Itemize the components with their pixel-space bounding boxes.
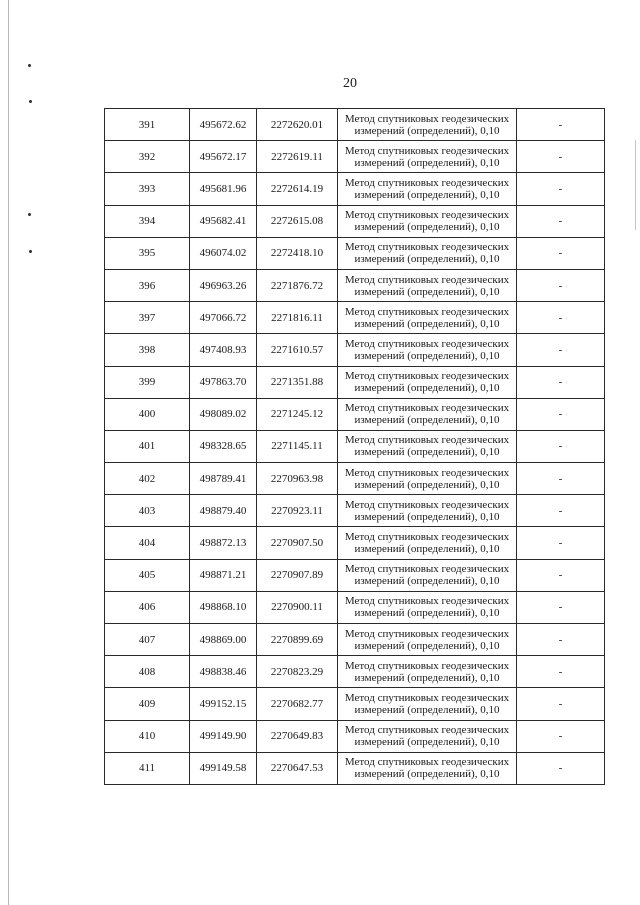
table-row: [105, 495, 605, 527]
note-cell: -: [517, 720, 605, 752]
method-line-1: Метод спутниковых геодезических: [344, 402, 510, 415]
point-number-cell: 399: [105, 366, 190, 398]
method-line-1: Метод спутниковых геодезических: [344, 434, 510, 447]
method-line-2: измерений (определений), 0,10: [354, 768, 500, 781]
method-line-1: Метод спутниковых геодезических: [344, 305, 510, 318]
method-cell: [338, 141, 517, 173]
y-coordinate-cell: 2270963.98: [257, 463, 338, 495]
x-coordinate-cell: 498838.46: [190, 656, 257, 688]
table-row: [105, 398, 605, 430]
note-cell: -: [517, 237, 605, 269]
y-coordinate-cell: 2270907.89: [257, 559, 338, 591]
table-row: [105, 109, 605, 141]
point-number-cell: 407: [105, 624, 190, 656]
y-coordinate-cell: 2271876.72: [257, 269, 338, 301]
point-number-cell: 401: [105, 430, 190, 462]
method-line-1: Метод спутниковых геодезических: [344, 691, 510, 704]
note-cell: -: [517, 302, 605, 334]
x-coordinate-cell: 498089.02: [190, 398, 257, 430]
note-cell: -: [517, 559, 605, 591]
method-line-2: измерений (определений), 0,10: [354, 414, 500, 427]
point-number-cell: 393: [105, 173, 190, 205]
table-row: [105, 366, 605, 398]
method-line-2: измерений (определений), 0,10: [354, 188, 500, 201]
x-coordinate-cell: 499149.58: [190, 752, 257, 784]
y-coordinate-cell: 2270900.11: [257, 591, 338, 623]
x-coordinate-cell: 498868.10: [190, 591, 257, 623]
method-cell: [338, 398, 517, 430]
table-row: [105, 752, 605, 784]
method-line-2: измерений (определений), 0,10: [354, 736, 500, 749]
table-row: [105, 720, 605, 752]
method-line-2: измерений (определений), 0,10: [354, 317, 500, 330]
x-coordinate-cell: 496074.02: [190, 237, 257, 269]
note-cell: -: [517, 366, 605, 398]
table-row: [105, 173, 605, 205]
y-coordinate-cell: 2270823.29: [257, 656, 338, 688]
method-line-2: измерений (определений), 0,10: [354, 607, 500, 620]
method-cell: [338, 527, 517, 559]
note-cell: -: [517, 398, 605, 430]
y-coordinate-cell: 2272614.19: [257, 173, 338, 205]
method-cell: [338, 302, 517, 334]
method-line-1: Метод спутниковых геодезических: [344, 273, 510, 286]
x-coordinate-cell: 498879.40: [190, 495, 257, 527]
scan-edge-right: [635, 140, 636, 230]
y-coordinate-cell: 2271245.12: [257, 398, 338, 430]
y-coordinate-cell: 2270649.83: [257, 720, 338, 752]
method-line-1: Метод спутниковых геодезических: [344, 498, 510, 511]
y-coordinate-cell: 2270647.53: [257, 752, 338, 784]
method-cell: [338, 334, 517, 366]
y-coordinate-cell: 2270899.69: [257, 624, 338, 656]
scan-speck: [29, 100, 32, 103]
point-number-cell: 395: [105, 237, 190, 269]
point-number-cell: 394: [105, 205, 190, 237]
method-cell: [338, 591, 517, 623]
method-line-1: Метод спутниковых геодезических: [344, 112, 510, 125]
scan-edge-left: [8, 0, 9, 905]
point-number-cell: 398: [105, 334, 190, 366]
method-cell: [338, 463, 517, 495]
point-number-cell: 409: [105, 688, 190, 720]
method-line-2: измерений (определений), 0,10: [354, 703, 500, 716]
method-cell: [338, 366, 517, 398]
table-row: [105, 463, 605, 495]
method-cell: [338, 559, 517, 591]
table-row: [105, 624, 605, 656]
table-row: [105, 205, 605, 237]
scan-speck: [28, 213, 31, 216]
point-number-cell: 410: [105, 720, 190, 752]
table-row: [105, 269, 605, 301]
scan-speck: [29, 250, 32, 253]
table-body: [105, 109, 605, 785]
x-coordinate-cell: 498789.41: [190, 463, 257, 495]
point-number-cell: 405: [105, 559, 190, 591]
x-coordinate-cell: 496963.26: [190, 269, 257, 301]
method-line-2: измерений (определений), 0,10: [354, 575, 500, 588]
method-cell: [338, 752, 517, 784]
x-coordinate-cell: 495681.96: [190, 173, 257, 205]
method-line-2: измерений (определений), 0,10: [354, 639, 500, 652]
point-number-cell: 397: [105, 302, 190, 334]
note-cell: -: [517, 205, 605, 237]
scan-speck: [28, 64, 31, 67]
table-row: [105, 237, 605, 269]
method-line-1: Метод спутниковых геодезических: [344, 337, 510, 350]
y-coordinate-cell: 2271351.88: [257, 366, 338, 398]
x-coordinate-cell: 499149.90: [190, 720, 257, 752]
method-line-2: измерений (определений), 0,10: [354, 221, 500, 234]
table-row: [105, 334, 605, 366]
method-line-1: Метод спутниковых геодезических: [344, 209, 510, 222]
method-cell: [338, 109, 517, 141]
note-cell: -: [517, 656, 605, 688]
x-coordinate-cell: 497408.93: [190, 334, 257, 366]
y-coordinate-cell: 2270682.77: [257, 688, 338, 720]
method-line-2: измерений (определений), 0,10: [354, 124, 500, 137]
method-line-2: измерений (определений), 0,10: [354, 446, 500, 459]
method-line-1: Метод спутниковых геодезических: [344, 144, 510, 157]
note-cell: -: [517, 430, 605, 462]
method-line-1: Метод спутниковых геодезических: [344, 176, 510, 189]
method-cell: [338, 173, 517, 205]
method-cell: [338, 688, 517, 720]
method-line-1: Метод спутниковых геодезических: [344, 563, 510, 576]
method-line-1: Метод спутниковых геодезических: [344, 659, 510, 672]
point-number-cell: 402: [105, 463, 190, 495]
method-cell: [338, 720, 517, 752]
note-cell: -: [517, 463, 605, 495]
method-cell: [338, 624, 517, 656]
method-line-1: Метод спутниковых геодезических: [344, 595, 510, 608]
table-row: [105, 591, 605, 623]
y-coordinate-cell: 2271816.11: [257, 302, 338, 334]
method-line-2: измерений (определений), 0,10: [354, 510, 500, 523]
method-line-2: измерений (определений), 0,10: [354, 478, 500, 491]
y-coordinate-cell: 2271610.57: [257, 334, 338, 366]
note-cell: -: [517, 591, 605, 623]
method-line-1: Метод спутниковых геодезических: [344, 756, 510, 769]
point-number-cell: 392: [105, 141, 190, 173]
note-cell: -: [517, 141, 605, 173]
method-cell: [338, 656, 517, 688]
method-line-1: Метод спутниковых геодезических: [344, 531, 510, 544]
x-coordinate-cell: 495682.41: [190, 205, 257, 237]
method-line-2: измерений (определений), 0,10: [354, 349, 500, 362]
x-coordinate-cell: 495672.17: [190, 141, 257, 173]
table-row: [105, 430, 605, 462]
note-cell: -: [517, 752, 605, 784]
method-line-2: измерений (определений), 0,10: [354, 382, 500, 395]
point-number-cell: 400: [105, 398, 190, 430]
method-cell: [338, 495, 517, 527]
page-number: 20: [343, 76, 357, 91]
note-cell: -: [517, 109, 605, 141]
method-cell: [338, 269, 517, 301]
x-coordinate-cell: 497066.72: [190, 302, 257, 334]
x-coordinate-cell: 498872.13: [190, 527, 257, 559]
note-cell: -: [517, 624, 605, 656]
method-line-2: измерений (определений), 0,10: [354, 671, 500, 684]
point-number-cell: 411: [105, 752, 190, 784]
point-number-cell: 403: [105, 495, 190, 527]
note-cell: -: [517, 269, 605, 301]
table-row: [105, 688, 605, 720]
point-number-cell: 396: [105, 269, 190, 301]
x-coordinate-cell: 497863.70: [190, 366, 257, 398]
x-coordinate-cell: 498328.65: [190, 430, 257, 462]
y-coordinate-cell: 2272615.08: [257, 205, 338, 237]
x-coordinate-cell: 498871.21: [190, 559, 257, 591]
method-cell: [338, 430, 517, 462]
note-cell: -: [517, 527, 605, 559]
method-line-1: Метод спутниковых геодезических: [344, 724, 510, 737]
y-coordinate-cell: 2272619.11: [257, 141, 338, 173]
table-row: [105, 656, 605, 688]
y-coordinate-cell: 2272620.01: [257, 109, 338, 141]
y-coordinate-cell: 2270923.11: [257, 495, 338, 527]
method-line-1: Метод спутниковых геодезических: [344, 370, 510, 383]
y-coordinate-cell: 2270907.50: [257, 527, 338, 559]
x-coordinate-cell: 499152.15: [190, 688, 257, 720]
method-line-1: Метод спутниковых геодезических: [344, 627, 510, 640]
note-cell: -: [517, 173, 605, 205]
x-coordinate-cell: 495672.62: [190, 109, 257, 141]
method-line-1: Метод спутниковых геодезических: [344, 241, 510, 254]
point-number-cell: 406: [105, 591, 190, 623]
table-row: [105, 141, 605, 173]
note-cell: -: [517, 334, 605, 366]
method-line-2: измерений (определений), 0,10: [354, 543, 500, 556]
note-cell: -: [517, 688, 605, 720]
table-row: [105, 559, 605, 591]
method-line-2: измерений (определений), 0,10: [354, 156, 500, 169]
point-number-cell: 391: [105, 109, 190, 141]
table-row: [105, 302, 605, 334]
method-cell: [338, 237, 517, 269]
method-line-2: измерений (определений), 0,10: [354, 253, 500, 266]
x-coordinate-cell: 498869.00: [190, 624, 257, 656]
y-coordinate-cell: 2272418.10: [257, 237, 338, 269]
table-row: [105, 527, 605, 559]
method-cell: [338, 205, 517, 237]
note-cell: -: [517, 495, 605, 527]
y-coordinate-cell: 2271145.11: [257, 430, 338, 462]
coordinates-table: [104, 108, 605, 785]
method-line-2: измерений (определений), 0,10: [354, 285, 500, 298]
method-line-1: Метод спутниковых геодезических: [344, 466, 510, 479]
point-number-cell: 408: [105, 656, 190, 688]
point-number-cell: 404: [105, 527, 190, 559]
